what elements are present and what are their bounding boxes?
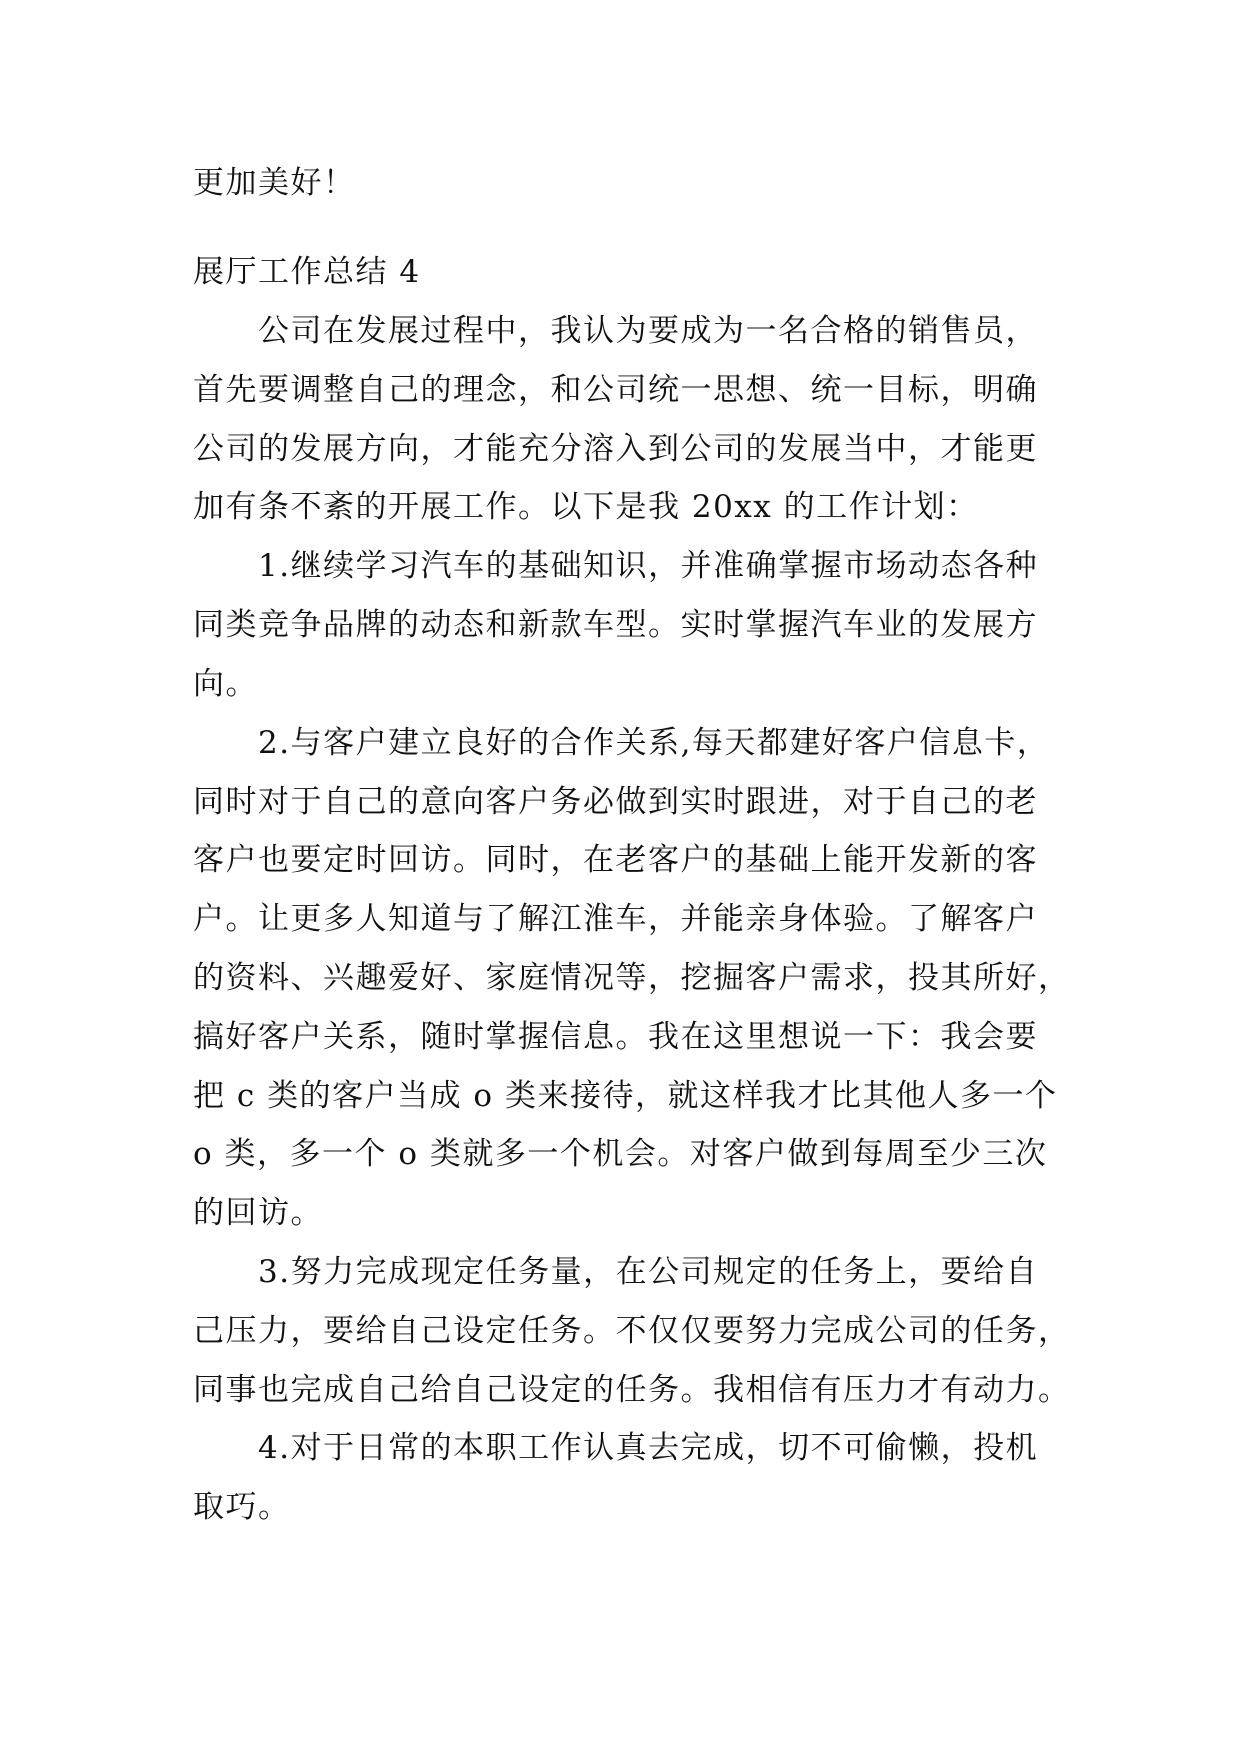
paragraph-line: o 类，多一个 o 类就多一个机会。对客户做到每周至少三次: [193, 1136, 1048, 1172]
list-item-2: 2.与客户建立良好的合作关系,每天都建好客户信息卡，: [258, 725, 1050, 761]
paragraph-line: 户。让更多人知道与了解江淮车，并能亲身体验。了解客户: [193, 901, 1038, 937]
paragraph-line: 同类竞争品牌的动态和新款车型。实时掌握汽车业的发展方: [193, 607, 1038, 643]
paragraph-line: 客户也要定时回访。同时，在老客户的基础上能开发新的客: [193, 842, 1038, 878]
list-item-4: 4.对于日常的本职工作认真去完成，切不可偷懒，投机: [258, 1430, 1039, 1466]
closing-line: 更加美好！: [193, 165, 356, 201]
paragraph-line: 首先要调整自己的理念，和公司统一思想、统一目标，明确: [193, 372, 1038, 408]
paragraph-line: 取巧。: [193, 1489, 291, 1525]
section-heading: 展厅工作总结 4: [193, 254, 421, 290]
list-item-1: 1.继续学习汽车的基础知识，并准确掌握市场动态各种: [258, 548, 1039, 584]
paragraph-line: 同事也完成自己给自己设定的任务。我相信有压力才有动力。: [193, 1372, 1071, 1408]
paragraph-line: 加有条不紊的开展工作。以下是我 20xx 的工作计划：: [193, 489, 979, 525]
paragraph-line: 搞好客户关系，随时掌握信息。我在这里想说一下：我会要: [193, 1019, 1038, 1055]
paragraph-line: 把 c 类的客户当成 o 类来接待，就这样我才比其他人多一个: [193, 1078, 1058, 1114]
paragraph-line: 己压力，要给自己设定任务。不仅仅要努力完成公司的任务，: [193, 1313, 1071, 1349]
list-item-3: 3.努力完成现定任务量，在公司规定的任务上，要给自: [258, 1254, 1039, 1290]
paragraph-line: 的资料、兴趣爱好、家庭情况等，挖掘客户需求，投其所好，: [193, 960, 1071, 996]
paragraph-line: 的回访。: [193, 1195, 323, 1231]
paragraph-line: 同时对于自己的意向客户务必做到实时跟进，对于自己的老: [193, 784, 1038, 820]
paragraph-line: 公司的发展方向，才能充分溶入到公司的发展当中，才能更: [193, 431, 1038, 467]
paragraph-line: 公司在发展过程中，我认为要成为一名合格的销售员，: [258, 313, 1038, 349]
paragraph-line: 向。: [193, 666, 258, 702]
